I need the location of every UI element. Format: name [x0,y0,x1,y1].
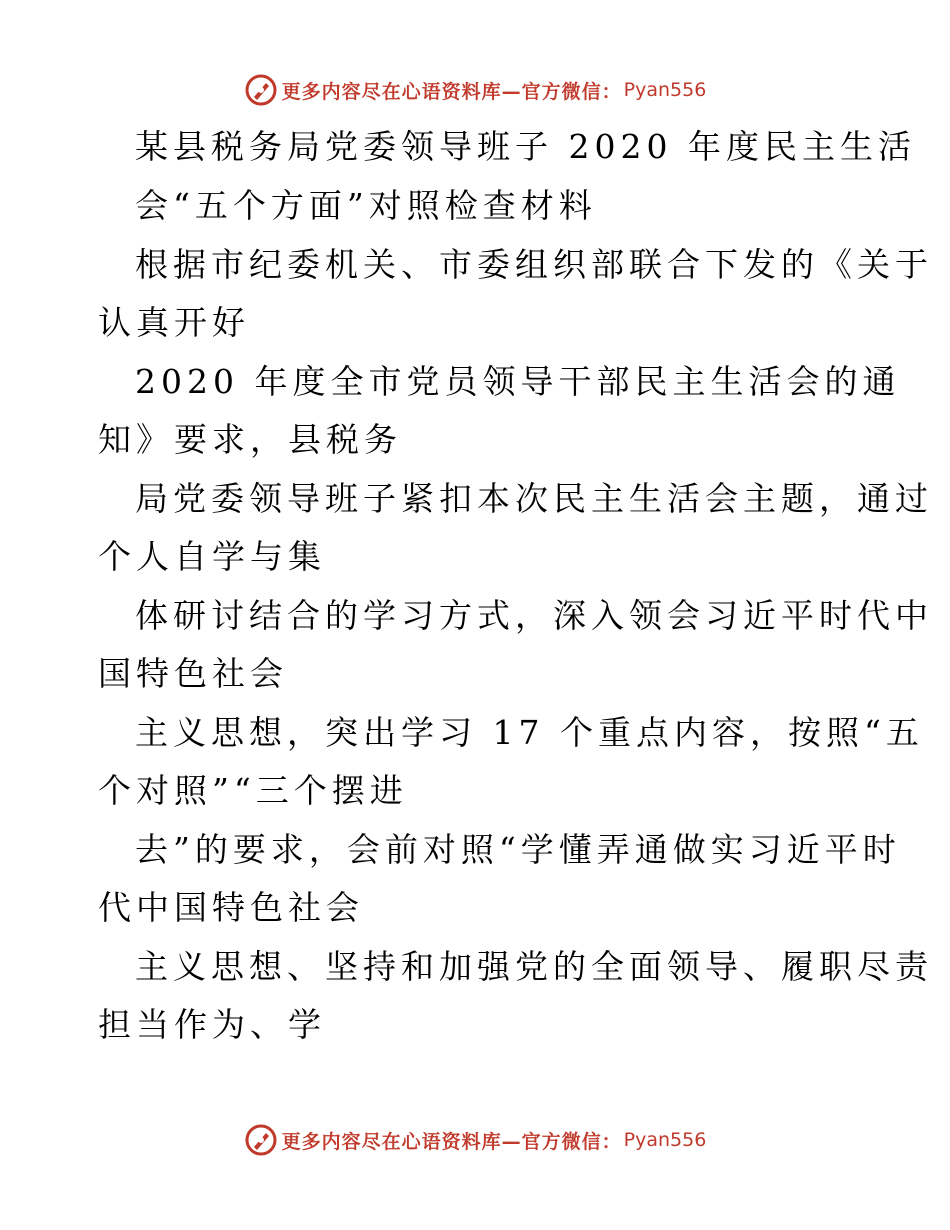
doc-title-line-2: 会“五个方面”对照检查材料 [135,186,597,225]
pen-circle-logo-icon [244,1123,278,1157]
doc-text-line: 主义思想，突出学习 17 个重点内容，按照“五 [135,713,924,752]
watermark-text: 更多内容尽在心语资料库—官方微信： [281,1130,622,1153]
watermark-text: 更多内容尽在心语资料库—官方微信： [281,80,622,103]
watermark-wechat-id: Pyan556 [623,1129,707,1151]
doc-text-line: 个人自学与集 [98,537,326,576]
doc-text-line: 担当作为、学 [98,1005,326,1044]
doc-text-line: 体研讨结合的学习方式，深入领会习近平时代中 [135,596,933,635]
doc-title-line-1: 某县税务局党委领导班子 2020 年度民主生活 [135,127,916,166]
watermark-wechat-id: Pyan556 [623,79,707,101]
doc-text-line: 个对照”“三个摆进 [98,771,408,810]
doc-text-line: 主义思想、坚持和加强党的全面领导、履职尽责 [135,947,933,986]
doc-text-line: 局党委领导班子紧扣本次民主生活会主题，通过 [135,479,933,518]
footer-watermark [0,1120,950,1160]
doc-text-line: 去”的要求，会前对照“学懂弄通做实习近平时 [135,830,901,869]
doc-text-line: 根据市纪委机关、市委组织部联合下发的《关于 [135,245,933,284]
doc-text-line: 认真开好 [98,303,250,342]
doc-text-line: 国特色社会 [98,654,288,693]
doc-text-line: 2020 年度全市党员领导干部民主生活会的通 [135,362,901,401]
doc-text-line: 代中国特色社会 [98,888,364,927]
doc-text-line: 知》要求，县税务 [98,420,402,459]
